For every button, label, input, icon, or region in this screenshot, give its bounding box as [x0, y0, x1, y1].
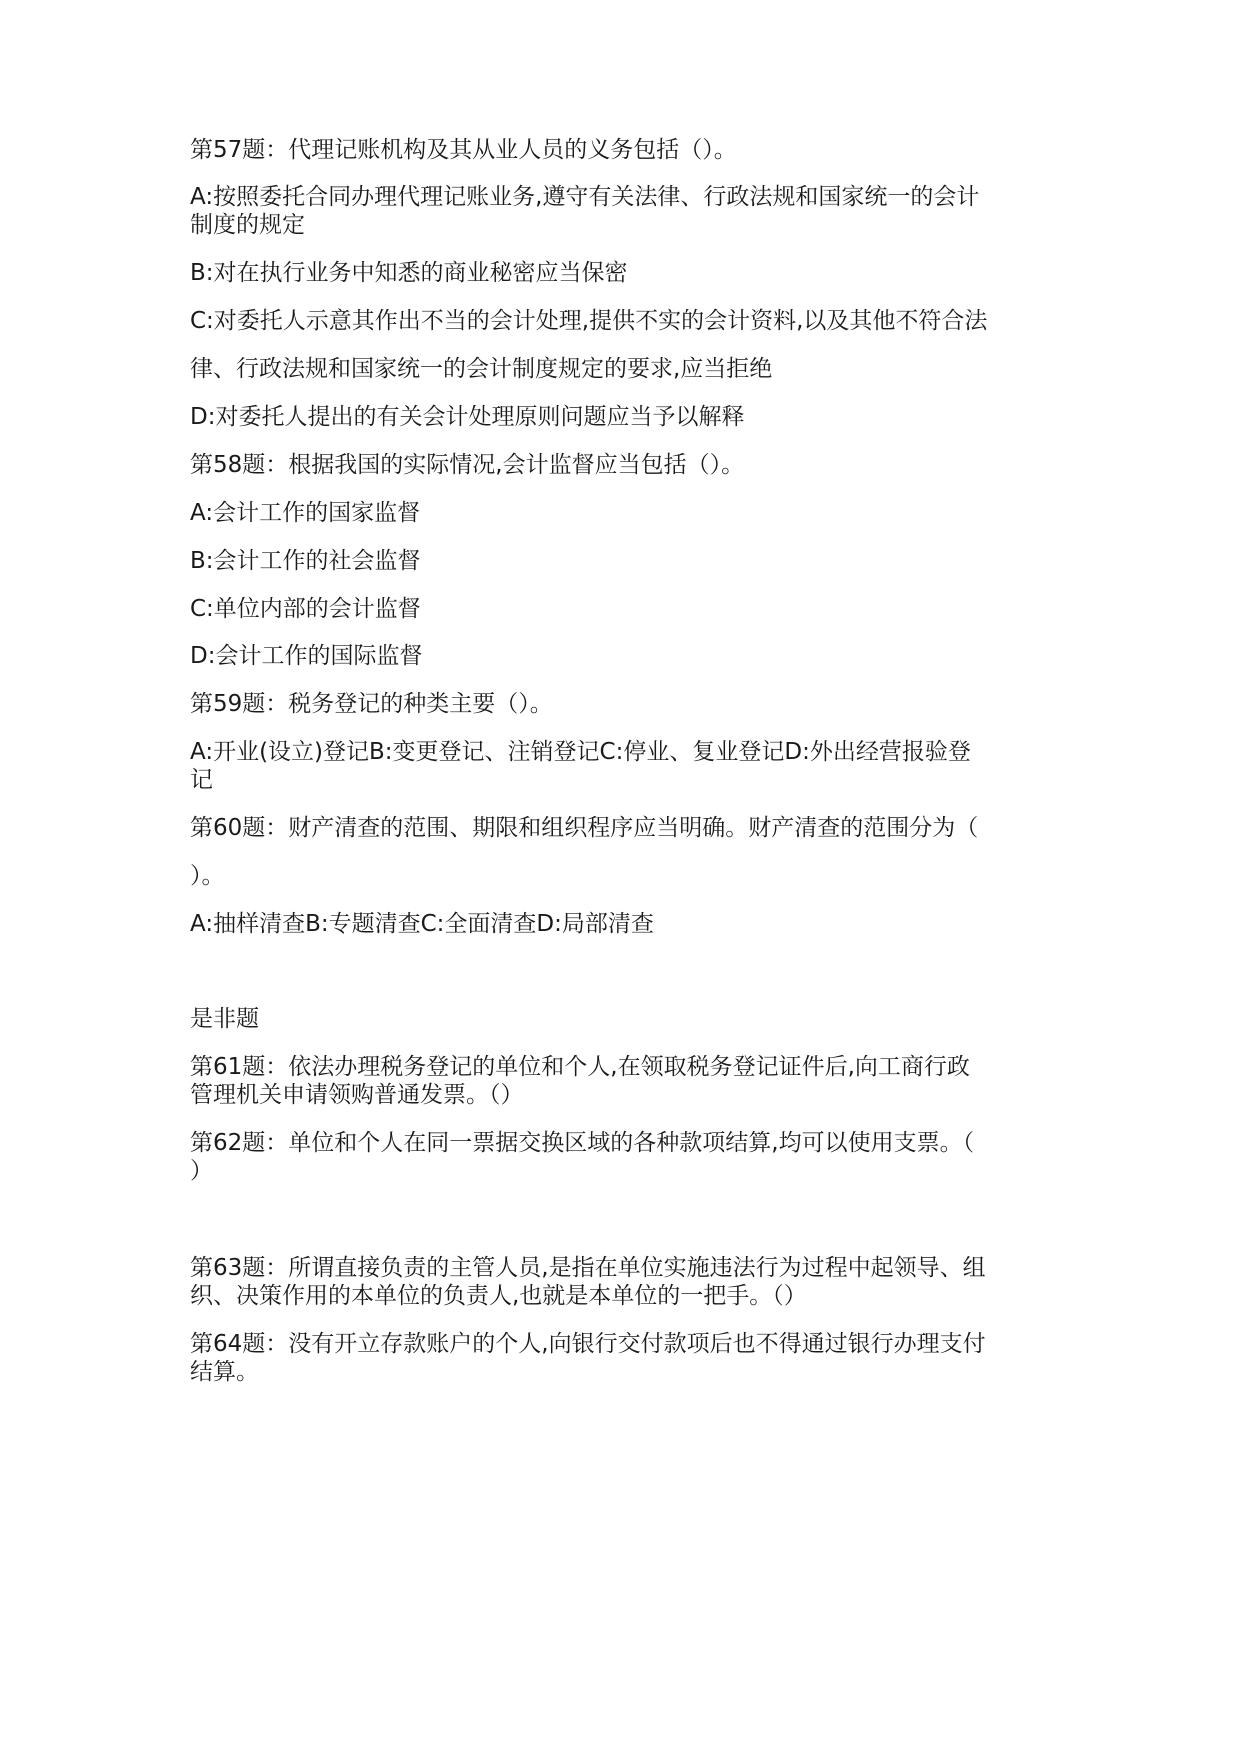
- question-57-option-b: B:对在执行业务中知悉的商业秘密应当保密: [190, 260, 628, 286]
- question-62: 第62题：单位和个人在同一票据交换区域的各种款项结算,均可以使用支票。（: [190, 1130, 975, 1156]
- question-59-options-continued: 记: [190, 767, 213, 793]
- question-63: 第63题：所谓直接负责的主管人员,是指在单位实施违法行为过程中起领导、组: [190, 1255, 986, 1281]
- question-61-continued: 管理机关申请领购普通发票。（）: [190, 1082, 524, 1108]
- question-57-option-a-continued: 制度的规定: [190, 212, 305, 238]
- question-58-option-c: C:单位内部的会计监督: [190, 596, 421, 622]
- question-57-option-c-continued: 律、行政法规和国家统一的会计制度规定的要求,应当拒绝: [190, 356, 773, 382]
- question-60-stem-continued: ）。: [190, 863, 225, 889]
- question-57-stem: 第57题：代理记账机构及其从业人员的义务包括（）。: [190, 137, 737, 163]
- question-64: 第64题：没有开立存款账户的个人,向银行交付款项后也不得通过银行办理支付: [190, 1331, 986, 1357]
- question-57-option-c: C:对委托人示意其作出不当的会计处理,提供不实的会计资料,以及其他不符合法: [190, 308, 988, 334]
- question-63-continued: 织、决策作用的本单位的负责人,也就是本单位的一把手。（）: [190, 1283, 807, 1309]
- question-61: 第61题：依法办理税务登记的单位和个人,在领取税务登记证件后,向工商行政: [190, 1054, 970, 1080]
- question-60-stem: 第60题：财产清查的范围、期限和组织程序应当明确。财产清查的范围分为（: [190, 815, 979, 841]
- section-title: 是非题: [190, 1006, 259, 1032]
- question-62-continued: ）: [190, 1158, 213, 1184]
- question-58-option-b: B:会计工作的社会监督: [190, 548, 421, 574]
- question-59-stem: 第59题：税务登记的种类主要（）。: [190, 691, 553, 717]
- question-57-option-a: A:按照委托合同办理代理记账业务,遵守有关法律、行政法规和国家统一的会计: [190, 184, 980, 210]
- question-58-option-d: D:会计工作的国际监督: [190, 643, 423, 669]
- question-58-option-a: A:会计工作的国家监督: [190, 500, 421, 526]
- question-59-options: A:开业(设立)登记B:变更登记、注销登记C:停业、复业登记D:外出经营报验登: [190, 739, 971, 765]
- question-64-continued: 结算。: [190, 1359, 259, 1385]
- question-57-option-d: D:对委托人提出的有关会计处理原则问题应当予以解释: [190, 404, 745, 430]
- question-58-stem: 第58题：根据我国的实际情况,会计监督应当包括（）。: [190, 452, 745, 478]
- question-60-options: A:抽样清查B:专题清查C:全面清查D:局部清查: [190, 911, 654, 937]
